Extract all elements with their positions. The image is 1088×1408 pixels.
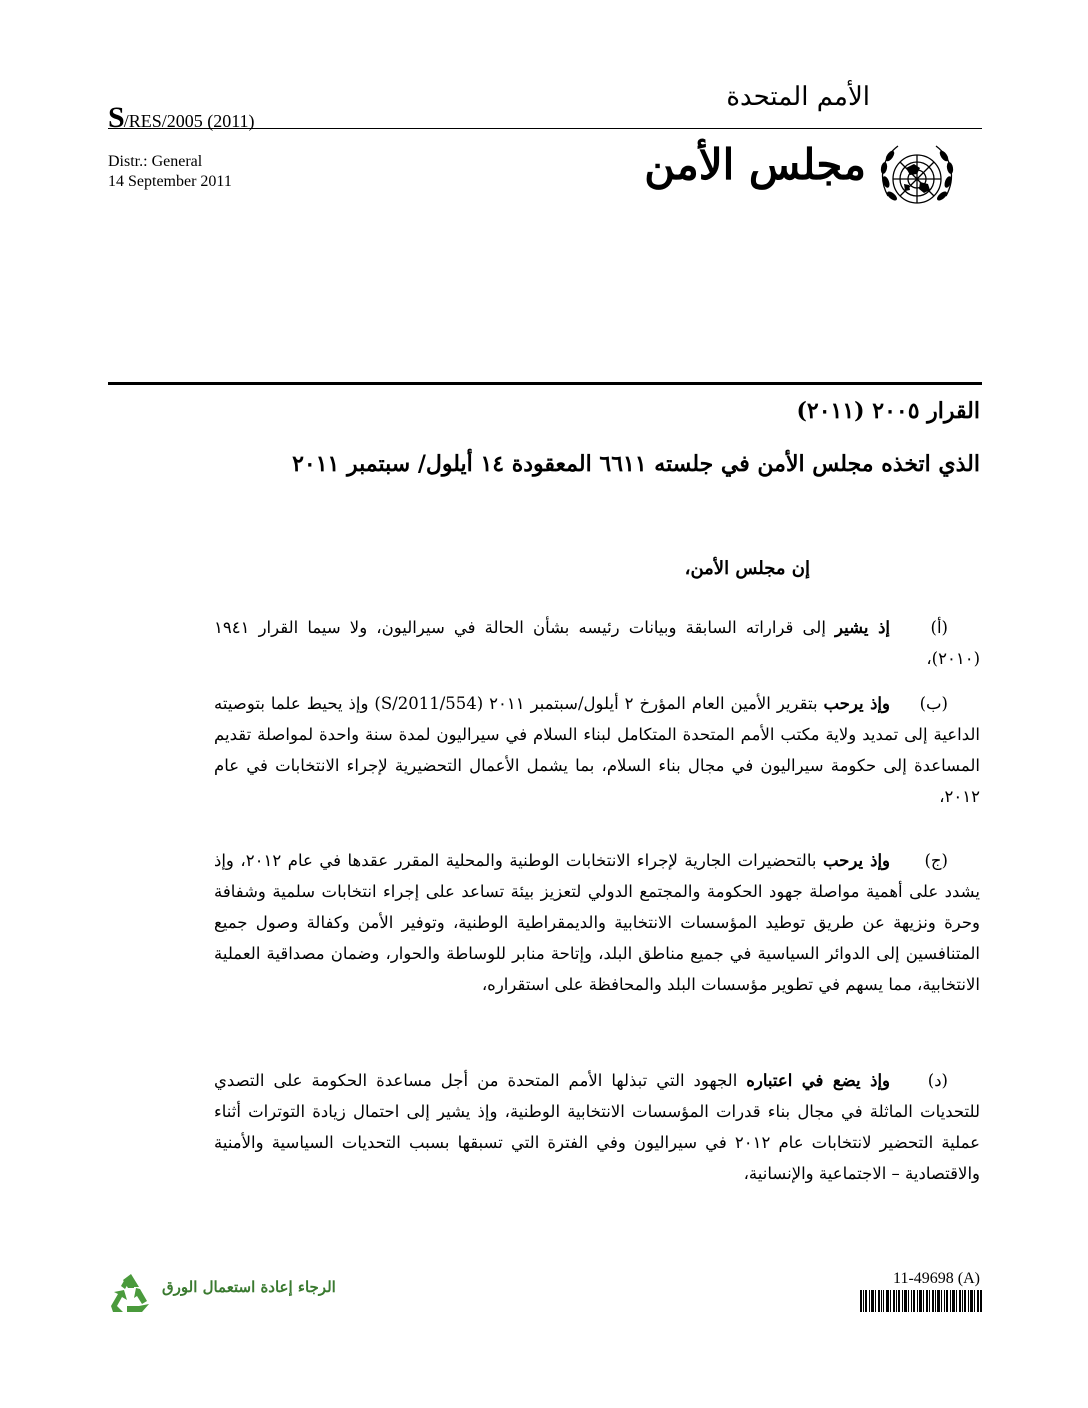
distribution-label: Distr.: General	[108, 153, 203, 170]
header-divider	[108, 128, 982, 129]
preamble-paragraph-a	[214, 612, 980, 674]
recycle-notice: الرجاء إعادة استعمال الورق	[162, 1278, 336, 1296]
paragraph-lead: وإذ يضع في اعتباره	[746, 1071, 890, 1090]
un-emblem-icon	[876, 138, 958, 220]
council-name: مجلس الأمن	[644, 140, 866, 189]
paragraph-label: (ج)	[924, 851, 948, 870]
organization-name: الأمم المتحدة	[726, 82, 870, 112]
paragraph-text: بتقرير الأمين العام المؤرخ ٢ أيلول/سبتمبر ٢٠١١ (S/2011/554) وإذ يحيط علما بتوصيته الداعية إلى تمديد ولاية مكتب الأمم المتحدة المتكامل لبناء السلام في سيراليون لمدة سنة واحدة لمواصلة تقديم المساعدة إلى حكومة سيراليون في مجال بناء السلام، بما يشمل الأعمال التحضيرية لإجراء الانتخابات في عام ٢٠١٢،	[214, 694, 980, 806]
distribution-block	[108, 152, 232, 192]
paragraph-lead: وإذ يرحب	[822, 851, 890, 870]
title-divider	[108, 382, 982, 385]
paragraph-label: (ب)	[919, 694, 948, 713]
preamble-paragraph-b	[214, 688, 980, 812]
paragraph-lead: إذ يشير	[835, 618, 890, 637]
document-symbol	[108, 101, 255, 135]
recycle-icon	[109, 1272, 153, 1314]
document-date: 14 September 2011	[108, 173, 232, 190]
resolution-title: القرار ٢٠٠٥ (٢٠١١)	[796, 398, 980, 424]
document-number: 11-49698 (A)	[893, 1270, 980, 1287]
document-symbol-initial: S	[108, 101, 124, 134]
paragraph-label: (أ)	[930, 618, 948, 637]
barcode-icon	[860, 1290, 982, 1312]
paragraph-label: (د)	[927, 1071, 948, 1090]
paragraph-lead: وإذ يرحب	[823, 694, 890, 713]
paragraph-text: الجهود التي تبذلها الأمم المتحدة من أجل مساعدة الحكومة على التصدي للتحديات الماثلة في مجال بناء قدرات المؤسسات الانتخابية الوطنية، وإذ يشير إلى احتمال زيادة التوترات أثناء عملية التحضير لانتخابات عام ٢٠١٢ في سيراليون وفي الفترة التي تسبقها بسبب التحديات السياسية والأمنية والاقتصادية – الاجتماعية والإنسانية،	[214, 1071, 980, 1183]
paragraph-text: بالتحضيرات الجارية لإجراء الانتخابات الوطنية والمحلية المقرر عقدها في عام ٢٠١٢، وإذ يشدد على أهمية مواصلة جهود الحكومة والمجتمع الدولي لتعزيز بيئة تساعد على إجراء انتخابات سلمية وشفافة وحرة ونزيهة عن طريق توطيد المؤسسات الانتخابية والديمقراطية الوطنية، وتوفير الأمن وكفالة وصول جميع المتنافسين إلى الدوائر السياسية في جميع مناطق البلد، وإتاحة منابر للوساطة والحوار، وضمان مصداقية العملية الانتخابية، مما يسهم في تطوير مؤسسات البلد والمحافظة على استقراره،	[214, 851, 980, 994]
preamble-paragraph-c	[214, 845, 980, 1000]
resolution-subtitle: الذي اتخذه مجلس الأمن في جلسته ٦٦١١ المعقودة ١٤ أيلول/ سبتمبر ٢٠١١	[292, 451, 980, 477]
paragraph-text: إلى قراراته السابقة وبيانات رئيسه بشأن الحالة في سيراليون، ولا سيما القرار ١٩٤١ (٢٠١٠)،	[214, 618, 980, 668]
document-symbol-rest: /RES/2005 (2011)	[123, 111, 255, 131]
preamble-paragraph-d	[214, 1065, 980, 1189]
preamble-opening: إن مجلس الأمن،	[684, 558, 810, 579]
